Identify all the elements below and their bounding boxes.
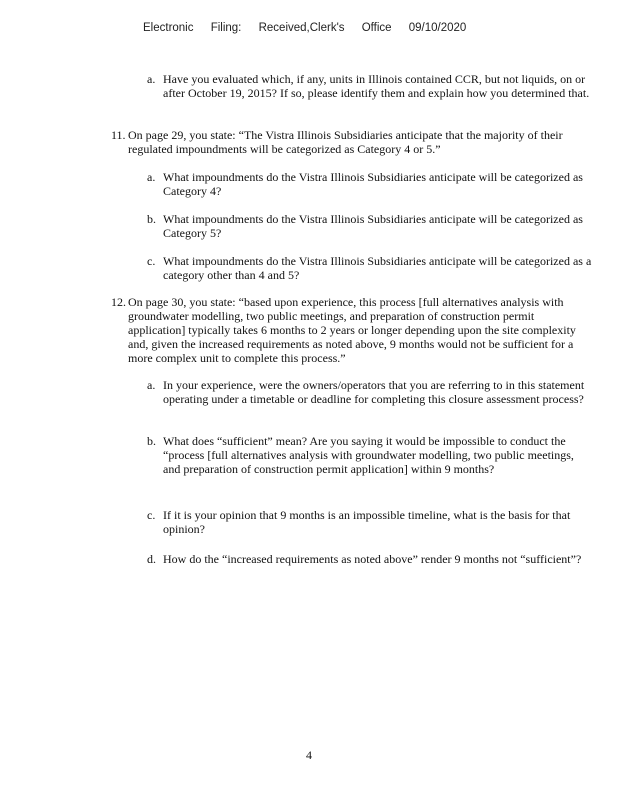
item-text: What impoundments do the Vistra Illinois Subsidiaries anticipate will be categorized as a category other than 4 and 5? xyxy=(163,254,592,282)
item-label: 11. xyxy=(111,128,126,142)
filing-stamp-header xyxy=(143,22,480,34)
item-text: On page 30, you state: “based upon experience, this process [full alternatives analysis with groundwater modelling, two public meetings, and preparation of construction permit application] typically takes 6 months to 2 years or longer depending upon the site complexity and, given the increased requirements as noted above, 9 months would not be sufficient for a more complex unit to complete this process.” xyxy=(128,295,576,365)
page-number: 4 xyxy=(306,748,312,762)
question-10a xyxy=(147,72,592,100)
question-11c xyxy=(147,254,592,282)
header-electronic: Electronic xyxy=(143,22,194,34)
question-12 xyxy=(111,295,591,365)
item-label: b. xyxy=(147,434,156,448)
question-12c xyxy=(147,508,592,536)
question-11 xyxy=(111,128,591,156)
item-label: d. xyxy=(147,552,156,566)
item-label: a. xyxy=(147,378,156,392)
item-label: a. xyxy=(147,72,156,86)
question-12d xyxy=(147,552,592,566)
item-text: What does “sufficient” mean? Are you saying it would be impossible to conduct the “process [full alternatives analysis with groundwater modelling, two public meetings, and preparation of construction permit application] within 9 months? xyxy=(163,434,574,476)
item-text: In your experience, were the owners/operators that you are referring to in this statement operating under a timetable or deadline for completing this closure assessment process? xyxy=(163,378,585,406)
header-received: Received,Clerk's xyxy=(258,22,345,34)
header-filing: Filing: xyxy=(210,22,242,34)
item-label: a. xyxy=(147,170,156,184)
item-text: How do the “increased requirements as noted above” render 9 months not “sufficient”? xyxy=(163,552,582,566)
item-label: 12. xyxy=(111,295,126,309)
item-text: What impoundments do the Vistra Illinois Subsidiaries anticipate will be categorized as Category 4? xyxy=(163,170,583,198)
question-11a xyxy=(147,170,592,198)
item-label: c. xyxy=(147,254,156,268)
item-text: Have you evaluated which, if any, units in Illinois contained CCR, but not liquids, on or after October 19, 2015? If so, please identify them and explain how you determined that. xyxy=(163,72,590,100)
header-date: 09/10/2020 xyxy=(408,22,467,34)
item-text: If it is your opinion that 9 months is an impossible timeline, what is the basis for that opinion? xyxy=(163,508,571,536)
item-label: c. xyxy=(147,508,156,522)
question-12a xyxy=(147,378,592,406)
item-text: On page 29, you state: “The Vistra Illinois Subsidiaries anticipate that the majority of their regulated impoundments will be categorized as Category 4 or 5.” xyxy=(128,128,563,156)
item-text: What impoundments do the Vistra Illinois Subsidiaries anticipate will be categorized as Category 5? xyxy=(163,212,583,240)
question-11b xyxy=(147,212,592,240)
header-office: Office xyxy=(361,22,392,34)
item-label: b. xyxy=(147,212,156,226)
question-12b xyxy=(147,434,592,476)
